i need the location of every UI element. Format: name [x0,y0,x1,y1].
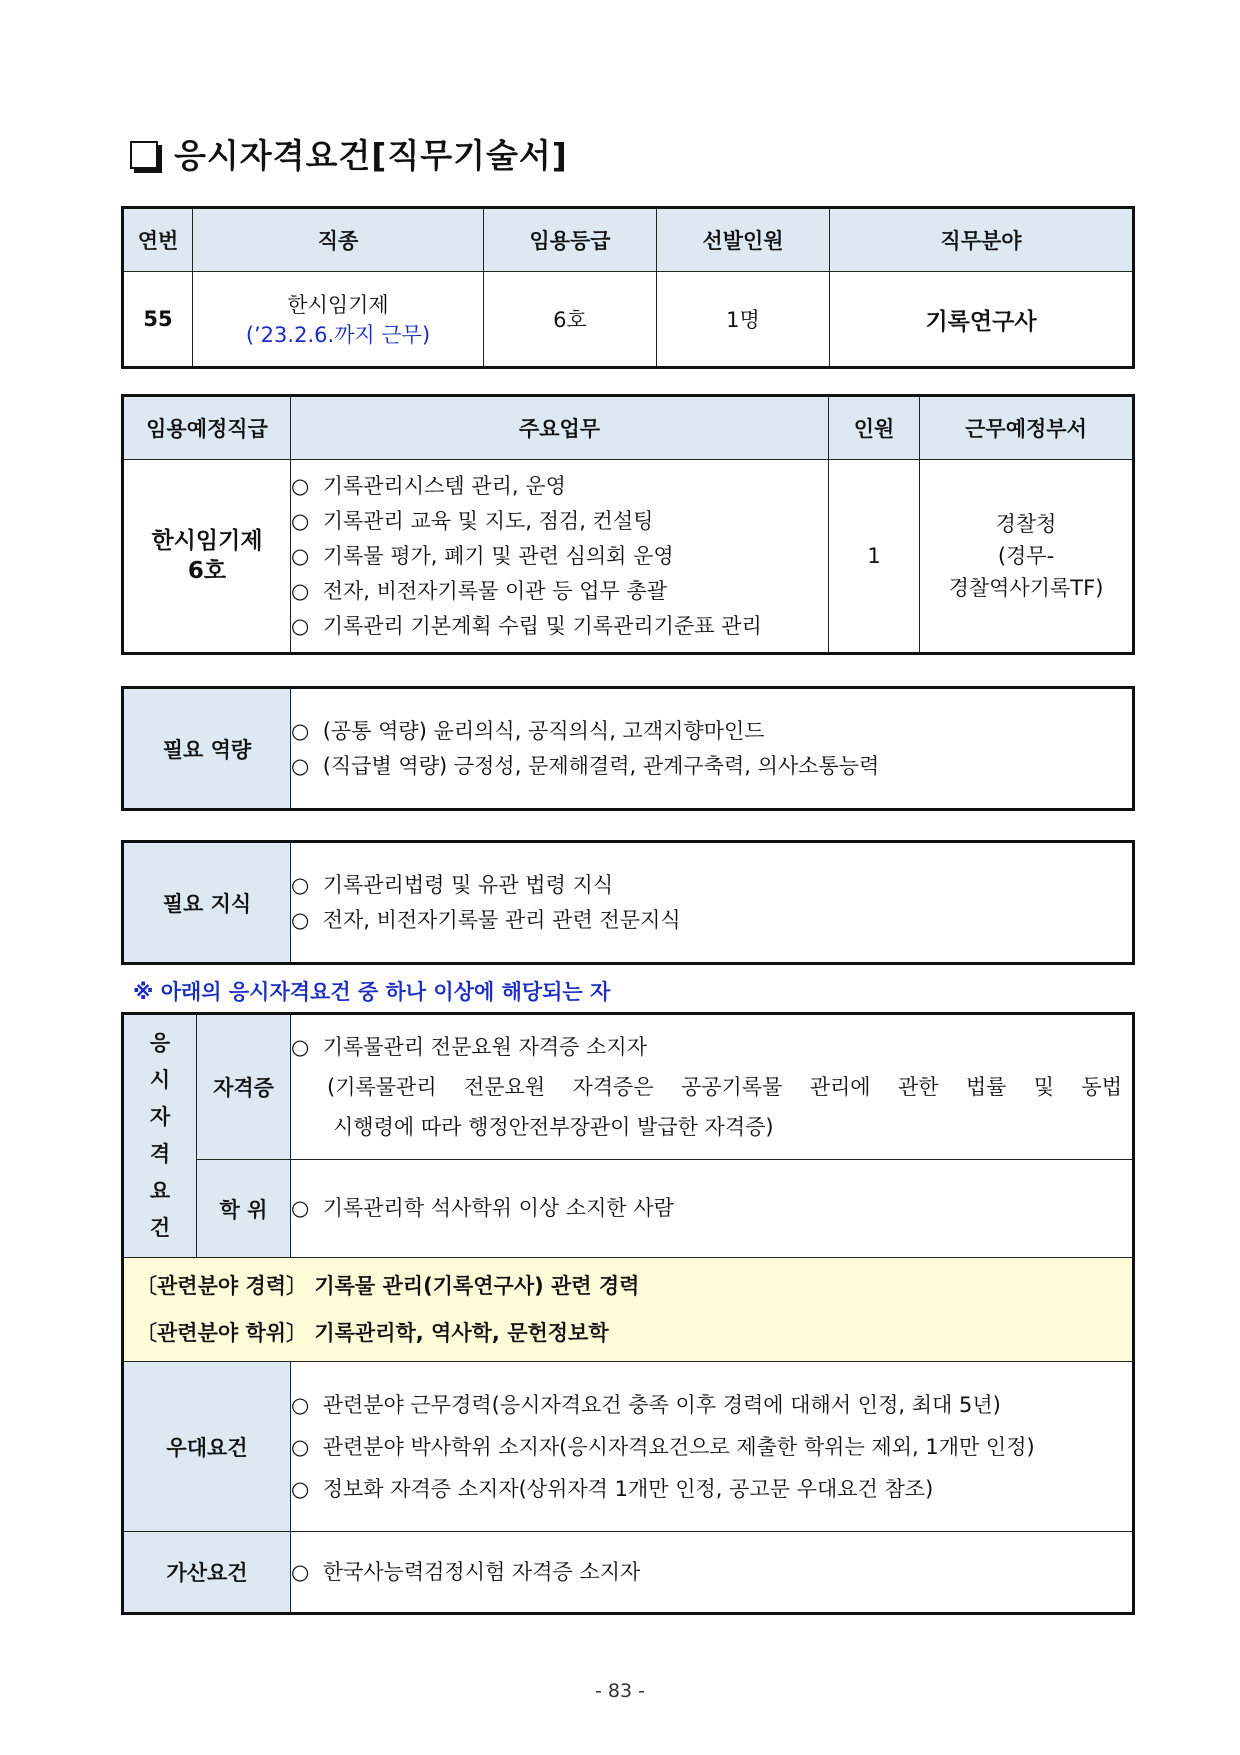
competency-item: ○ (직급별 역량) 긍정성, 문제해결력, 관계구축력, 의사소통능력 [291,753,880,778]
cell-dept [920,460,1134,654]
pref-list [291,1362,1134,1532]
type-label: 한시임기제 [287,293,389,317]
related-career: 〔관련분야 경력〕 기록물 관리(기록연구사) 관련 경력 [136,1273,640,1298]
pref-item: ○ 관련분야 근무경력(응시자격요건 충족 이후 경력에 대해서 인정, 최대 5년) [291,1392,1001,1417]
cell-grade: 6호 [484,272,657,368]
duty-item: ○ 기록관리시스템 관리, 운영 [291,473,566,498]
knowledge-item: ○ 기록관리법령 및 유관 법령 지식 [291,872,614,897]
header-dept: 근무예정부서 [920,396,1134,460]
competency-table [121,686,1135,811]
header-grade: 임용등급 [484,208,657,272]
related-field-box [123,1258,1134,1362]
checkbox-icon [130,141,158,169]
knowledge-list [291,842,1134,964]
duty-item: ○ 기록관리 교육 및 지도, 점검, 컨설팅 [291,508,654,533]
bonus-item: ○ 한국사능력검정시험 자격증 소지자 [291,1559,641,1584]
page-number: - 83 - [595,1680,645,1702]
header-count: 선발인원 [657,208,830,272]
competency-list [291,688,1134,810]
cell-count: 1명 [657,272,830,368]
knowledge-item: ○ 전자, 비전자기록물 관리 관련 전문지식 [291,907,681,932]
qualification-note: ※ 아래의 응시자격요건 중 하나 이상에 해당되는 자 [133,980,611,1004]
bonus-content [291,1532,1134,1614]
header-duties: 주요업무 [291,396,829,460]
header-headcount: 인원 [829,396,920,460]
position-summary-table [121,206,1135,369]
header-field: 직무분야 [830,208,1134,272]
competency-label: 필요 역량 [123,688,291,810]
header-rank: 임용예정직급 [123,396,291,460]
cert-detail-1: (기록물관리 전문요원 자격증은 공공기록물 관리에 관한 법률 및 동법 [327,1075,1122,1099]
dept-line-2: (경무- [997,544,1055,568]
cell-field: 기록연구사 [830,272,1134,368]
pref-item: ○ 정보화 자격증 소지자(상위자격 1개만 인정, 공고문 우대요건 참조) [291,1476,934,1501]
header-no: 연번 [123,208,193,272]
duty-item: ○ 기록관리 기본계획 수립 및 기록관리기준표 관리 [291,613,762,638]
duties-list [291,460,829,654]
pref-item: ○ 관련분야 박사학위 소지자(응시자격요건으로 제출한 학위는 제외, 1개만 인정) [291,1434,1035,1459]
bonus-label: 가산요건 [123,1532,291,1614]
dept-line-1: 경찰청 [995,512,1057,536]
duties-table [121,394,1135,655]
duty-item: ○ 기록물 평가, 폐기 및 관련 심의회 운영 [291,543,674,568]
type-note: (’23.2.6.까지 근무) [245,323,431,347]
section-title: 응시자격요건[직무기술서] [174,136,568,175]
degree-item: ○ 기록관리학 석사학위 이상 소지한 사람 [291,1196,674,1220]
cell-rank [123,460,291,654]
cert-item: ○ 기록물관리 전문요원 자격증 소지자 [291,1035,648,1059]
cert-detail-2: 시행령에 따라 행정안전부장관이 발급한 자격증) [333,1115,774,1139]
knowledge-label: 필요 지식 [123,842,291,964]
related-degree: 〔관련분야 학위〕 기록관리학, 역사학, 문헌정보학 [136,1320,609,1345]
competency-item: ○ (공통 역량) 윤리의식, 공직의식, 고객지향마인드 [291,718,765,743]
knowledge-table [121,840,1135,965]
cert-label: 자격증 [197,1014,291,1160]
cell-no: 55 [123,272,193,368]
qualification-vertical-label: 응 시 자 격 요 건 [123,1014,197,1258]
duty-item: ○ 전자, 비전자기록물 이관 등 업무 총괄 [291,578,668,603]
cert-content [291,1014,1134,1160]
pref-label: 우대요건 [123,1362,291,1532]
qualification-table [121,1012,1135,1615]
degree-label: 학 위 [197,1160,291,1258]
header-type: 직종 [193,208,484,272]
cell-type [193,272,484,368]
cell-headcount: 1 [829,460,920,654]
section-heading [130,130,568,177]
dept-line-3: 경찰역사기록TF) [948,576,1104,600]
degree-content [291,1160,1134,1258]
rank-line-1: 한시임기제 [151,528,263,554]
rank-line-2: 6호 [187,558,227,584]
